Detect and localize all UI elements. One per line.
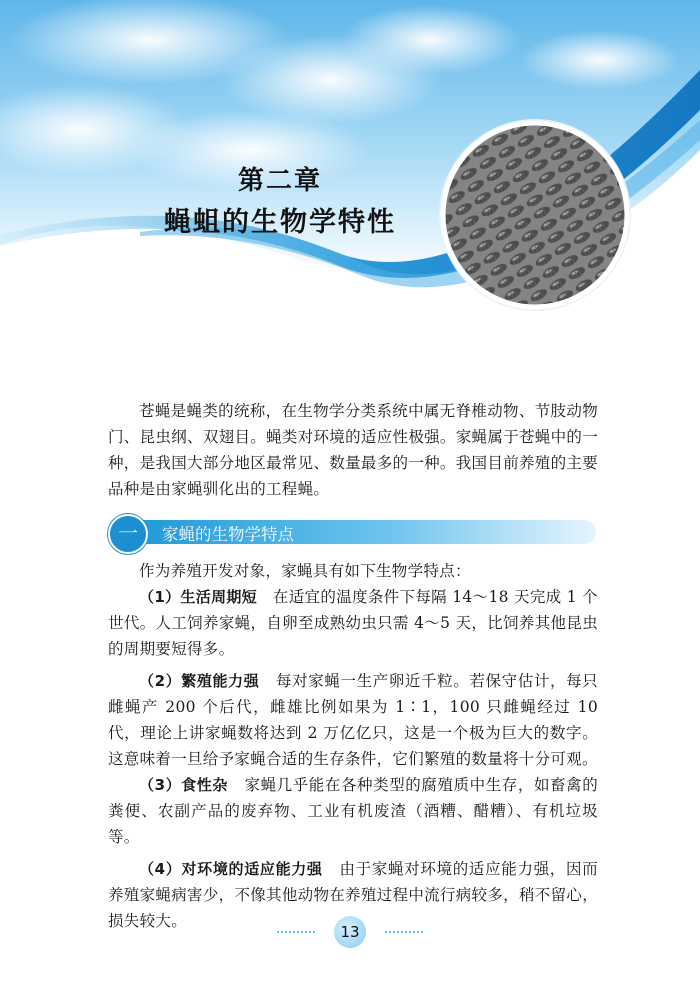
item-text: 家蝇几乎能在各种类型的腐殖质中生存，如畜禽的粪便、农副产品的废弃物、工业有机废渣（酒糟、醋糟）、有机垃圾等。	[108, 776, 598, 846]
dotted-rule-right	[384, 931, 424, 933]
dotted-rule-left	[276, 931, 316, 933]
chapter-banner	[0, 0, 700, 330]
item-paragraph	[108, 772, 598, 850]
section-heading	[108, 514, 598, 548]
item-heading: （4）对环境的适应能力强	[139, 860, 323, 878]
item-text: 在适宜的温度条件下每隔 14～18 天完成 1 个世代。人工饲养家蝇，自卵至成熟幼虫只需 4～5 天，比饲养其他昆虫的周期要短得多。	[108, 588, 598, 658]
item-text: 由于家蝇对环境的适应能力强，因而养殖家蝇病害少，不像其他动物在养殖过程中流行病较多，稍不留心，损失较大。	[108, 860, 598, 930]
section-title: 家蝇的生物学特点	[162, 525, 294, 544]
item-paragraph	[108, 668, 598, 772]
section-number-badge: 一	[108, 514, 148, 554]
chapter-title: 蝇蛆的生物学特性	[164, 207, 396, 238]
item-paragraph	[108, 584, 598, 662]
item-heading: （1）生活周期短	[139, 588, 258, 606]
item-text: 每对家蝇一生产卵近千粒。若保守估计，每只雌蝇产 200 个后代，雌雄比例如果为 1∶1，100 只雌蝇经过 10 代，理论上讲家蝇数将达到 2 万亿亿只，这是一个极为巨大的数字。这意味着一旦给予家蝇合适的生存条件，它们繁殖的数量将十分可观。	[108, 672, 598, 768]
page-content	[108, 398, 598, 934]
intro-paragraph: 苍蝇是蝇类的统称，在生物学分类系统中属无脊椎动物、节肢动物门、昆虫纲、双翅目。蝇类对环境的适应性极强。家蝇属于苍蝇中的一种，是我国大部分地区最常见、数量最多的一种。我国目前养殖的主要品种是由家蝇驯化出的工程蝇。	[108, 402, 598, 498]
item-heading: （2）繁殖能力强	[139, 672, 260, 690]
section-lead: 作为养殖开发对象，家蝇具有如下生物学特点：	[139, 562, 471, 580]
page-number	[320, 916, 380, 948]
item-heading: （3）食性杂	[139, 776, 228, 794]
chapter-number: 第二章	[237, 166, 322, 196]
page-number-circle: 13	[334, 916, 366, 948]
